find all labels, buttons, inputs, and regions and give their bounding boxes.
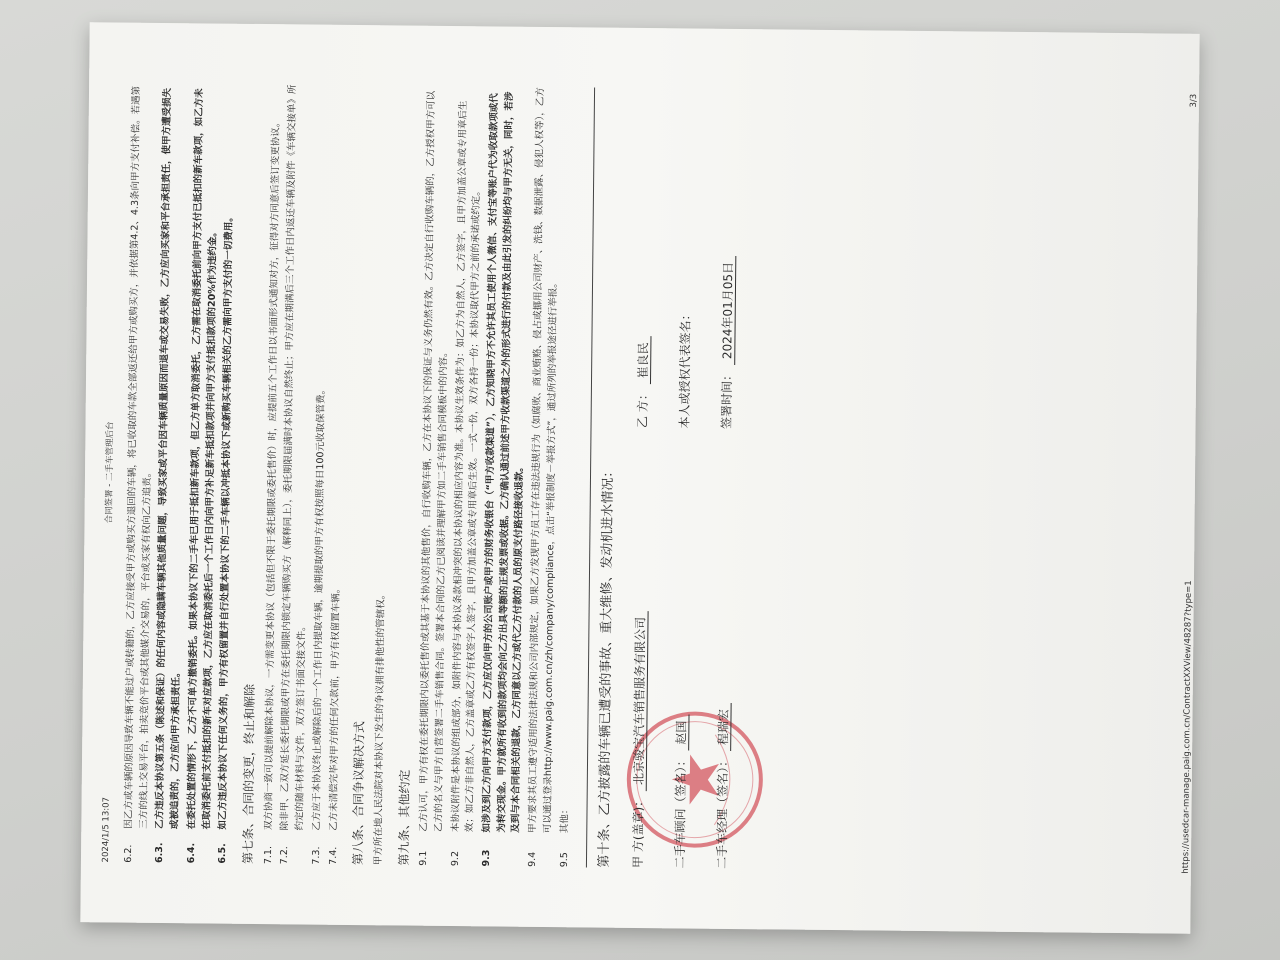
contract-body — [120, 83, 798, 870]
clause-text: 乙方应于本协议终止或解除后的一个工作日内提取车辆，逾期提取的甲方有权按照每日100元收取保管费。 — [311, 384, 327, 831]
clause-number: 6.4. — [185, 842, 198, 864]
sign-time-label: 签署时间： — [719, 368, 735, 429]
clause-number: 9.4 — [527, 851, 539, 867]
clause-number: 6.3. — [154, 842, 166, 864]
clause-text: 其他： — [558, 804, 571, 834]
section-7-title: 第七条、合同的变更，终止和解除 — [240, 683, 257, 864]
clause-number: 7.3. — [310, 846, 322, 865]
sign-time-row — [718, 256, 738, 429]
print-site-title: 合同签署 - 二手车管理后台 — [104, 421, 116, 524]
clause-9-3 — [480, 86, 532, 866]
clause-number: 9.3 — [480, 849, 493, 867]
manager-row — [713, 703, 733, 869]
clause-text: 本协议附件是本协议的组成部分，如附件内容与本协议条款相冲突的以本协议的相应内容为准。本协议生效条件为：如乙方为自然人，乙方签字，且甲方加盖公章或专用章后生效；如乙方非自然人，乙方盖章或乙方有权签字人签字，且甲方加盖公章或专用章后生效。一式一份，双方各持一份；本协议取代甲方之前的承诺或约定。 — [449, 100, 483, 833]
page-number: 3/3 — [1188, 93, 1200, 108]
manager-label: 二手车经理（签名）： — [715, 754, 731, 869]
divider — [586, 88, 595, 868]
clause-text: 乙方未清偿完毕对甲方的任何欠款前，甲方有权留置车辆。 — [327, 583, 342, 831]
manager-name: 程瑞宏 — [717, 703, 733, 751]
clause-text: 除非甲、乙双方延长委托期限或甲方在委托期限内锁定车辆购买方（解释同上），委托期限届满时本协议自然终止；甲方应在期满后三个工作日内返还车辆及附件《车辆交接单》所约定的随车材料与文件，双方签订书面交接文件。 — [279, 84, 308, 831]
section-9-title: 第九条、其他约定 — [396, 769, 412, 866]
print-timestamp: 2024/1/5 13:07 — [100, 797, 112, 863]
clause-text: 在委托处置的情形下，乙方不可单方撤销委托。如果本协议下的二手车已用于抵扣新车款项，但乙方单方取消委托，乙方需在取消委托前向甲方支付已抵扣的新车款项，如乙方未在取消委托前支付抵扣的新车对应款项，乙方应在取消委托后一个工作日内向甲方补足新车抵扣款项并向甲方支付抵扣款项的20%作为违约金。 — [186, 88, 219, 830]
party-b-label: 乙 方： — [635, 388, 651, 429]
sign-time-value: 2024年01月05日 — [721, 256, 737, 365]
clause-number: 7.2. — [279, 846, 291, 865]
clause-text: 双方协商一致可以提前解除本协议，一方需变更本协议（包括但不限于委托期限或委托售价）时，应提前五个工作日以书面形式通知对方，征得对方同意后签订变更协议。 — [262, 117, 282, 831]
party-a-name: 北京骏宝汽车销售服务有限公司 — [632, 611, 649, 791]
clause-text: 甲方要求其员工遵守适用的法律法规和公司内部规定，如果乙方发现甲方员工存在违法违规行为（如腐败、商业贿赂、侵占或挪用公司财产、洗钱、数据泄露、侵犯人权等），乙方可以通过登录http://www.paig.com.cn/zh/company/compliance，点击“举报制度－举报方式”，通过所列的举报途径进行举报。 — [527, 87, 559, 834]
consultant-label: 二手车顾问（签名）： — [673, 754, 689, 869]
contract-page — [86, 42, 1200, 913]
print-header — [100, 42, 116, 902]
section-10-title: 第十条、乙方披露的车辆已遭受的事故、重大维修、发动机进水情况： — [597, 464, 617, 868]
section-8-text: 甲方所在地人民法院对本协议下发生的争议拥有排他性的管辖权。 — [372, 589, 387, 866]
clause-text: 乙方认可，甲方有权在委托期限内以委托售价或其基于本协议的其他售价，自行收购车辆，乙方在本协议下的保证与义务仍然有效。乙方决定自行收购车辆的，乙方授权甲方可以乙方的名义与甲方自营签署二手车销售合同。签署本合同的乙方已阅读并理解甲方如二手车销售合同模板中的内容。 — [418, 90, 450, 832]
consultant-name: 赵国 — [675, 715, 690, 751]
clause-number: 6.2. — [122, 844, 135, 863]
party-a-row — [629, 611, 650, 868]
clause-number: 9.2 — [449, 850, 461, 867]
party-a-label: 甲 方(盖章)： — [631, 794, 647, 869]
signature-block — [629, 88, 797, 870]
consultant-row — [671, 714, 691, 868]
clause-number: 9.1 — [418, 850, 430, 866]
party-b-signature-row — [676, 308, 696, 428]
party-b-signature-label: 本人或授权代表签名： — [677, 308, 694, 429]
clause-number: 7.1. — [262, 845, 274, 865]
clause-text: 因乙方或车辆的原因导致车辆不能过户或转籍的，乙方应接受甲方或购买方退回的车辆，将已收取的车款全部返还给甲方或购买方，并依据第4.2、4.3条向甲方支付补偿。若遇第三方的线上交易平台，拍卖竞价平台或其他媒介交易的，平台或买家有权向乙方追责。 — [123, 85, 153, 829]
section-8-title: 第八条、合同争议解决方式 — [351, 720, 367, 866]
page-url: https://usedcar-manage.paig.com.cn/ContractXXView/48287?type=1 — [1180, 580, 1194, 874]
clause-text: 如乙方违反本协议下任何义务的，甲方有权留置并自行处置本协议下的二手车辆以冲抵本协议下或新购买车辆相关的乙方需向甲方支付的一切费用。 — [217, 212, 236, 830]
party-b-row — [634, 336, 654, 428]
clause-text: 如涉及到乙方向甲方支付款项，乙方应仅向甲方的公司账户或甲方的财务收银台（“甲方收款渠道”），乙方知晓甲方不允许其员工使用个人微信、支付宝等账户代为收取款项或代为转交现金。甲方就所有收到的款项均会向乙方出具等额的正规发票或收据。乙方确认通过前述甲方收款渠道之外的形式进行的付款及由此引发的纠纷均与甲方无关，同时，若涉及到与本合同相关的退款，乙方同意以乙方或代乙方付款的人员的原支付路径接收退款。 — [481, 91, 526, 833]
party-b-name: 崔良民 — [636, 336, 652, 384]
clause-number: 9.5 — [558, 852, 570, 868]
print-footer — [1179, 54, 1200, 914]
clause-text: 乙方违反本协议第五条（陈述和保证）的任何内容或隐瞒车辆其他质量问题，导致买家或平台因车辆质量原因而退车或交易失败，乙方应向买家和平台承担责任，使甲方遭受损失或被追责的，乙方应向甲方承担责任。 — [154, 87, 183, 830]
clause-number: 7.4. — [327, 846, 339, 865]
document-paper — [80, 22, 1199, 934]
clause-number: 6.5. — [217, 843, 229, 864]
